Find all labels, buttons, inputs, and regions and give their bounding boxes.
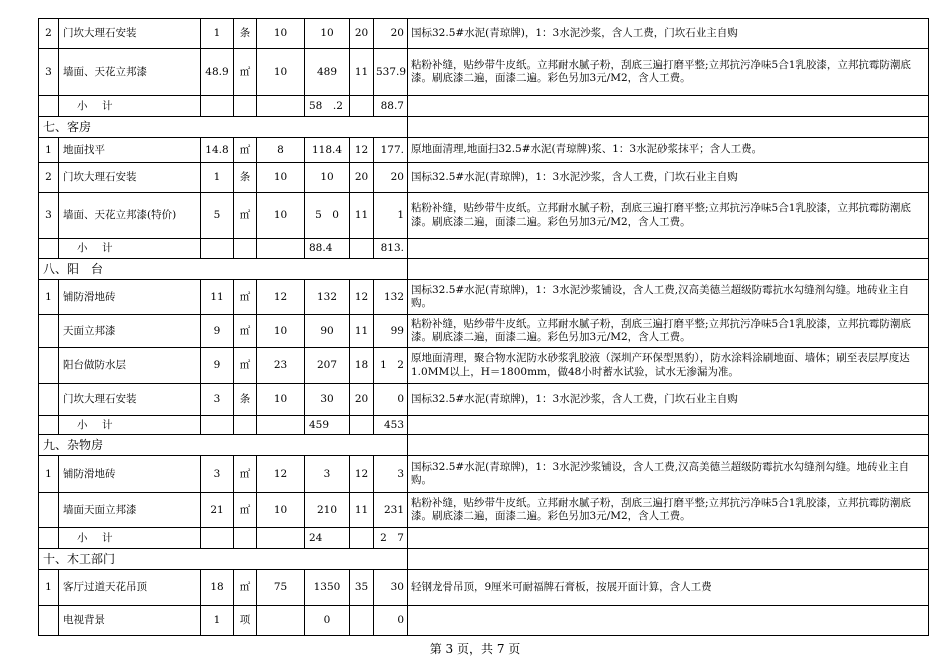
- item-description: 国标32.5#水泥(青琼牌)，1：3水泥沙浆铺设，含人工费,汉高美德兰超级防霉抗水勾缝剂勾缝。地砖业主自购。: [408, 456, 929, 493]
- item-rate: 12: [350, 456, 374, 493]
- item-amount: 90: [305, 315, 350, 348]
- item-no: [39, 606, 59, 636]
- section-row: [39, 549, 929, 570]
- item-name: 天面立邦漆: [59, 315, 201, 348]
- empty-cell: [257, 239, 305, 259]
- item-no: [39, 348, 59, 384]
- item-total: 20: [374, 163, 408, 193]
- empty-cell: [350, 239, 374, 259]
- item-name: 门坎大理石安装: [59, 384, 201, 416]
- item-qty: 1: [201, 606, 234, 636]
- item-qty: 9: [201, 348, 234, 384]
- subtotal-row: [39, 528, 929, 549]
- empty-cell: [408, 435, 929, 456]
- item-amount: 0: [305, 606, 350, 636]
- item-price: 8: [257, 138, 305, 163]
- item-unit: ㎡: [234, 49, 257, 96]
- item-no: [39, 384, 59, 416]
- item-name: 客厅过道天花吊顶: [59, 570, 201, 606]
- item-unit: ㎡: [234, 570, 257, 606]
- item-description: 国标32.5#水泥(青琼牌)，1：3水泥沙浆，含人工费，门坎石业主自购: [408, 19, 929, 49]
- item-description: 原地面清理,地面扫32.5#水泥(青琼牌)浆、1：3水泥砂浆抹平；含人工费。: [408, 138, 929, 163]
- no-cell: [39, 416, 59, 435]
- item-unit: ㎡: [234, 493, 257, 528]
- item-price: 23: [257, 348, 305, 384]
- item-no: 3: [39, 193, 59, 239]
- item-rate: 11: [350, 493, 374, 528]
- item-total: 231: [374, 493, 408, 528]
- table-row: [39, 570, 929, 606]
- item-total: 177.: [374, 138, 408, 163]
- item-price: 10: [257, 19, 305, 49]
- subtotal-total: 453: [374, 416, 408, 435]
- subtotal-row: [39, 239, 929, 259]
- item-unit: ㎡: [234, 193, 257, 239]
- item-no: 1: [39, 570, 59, 606]
- item-rate: 18: [350, 348, 374, 384]
- item-qty: 48.9: [201, 49, 234, 96]
- empty-cell: [408, 416, 929, 435]
- empty-cell: [408, 549, 929, 570]
- item-no: 2: [39, 19, 59, 49]
- section-heading: 七、客房: [39, 117, 408, 138]
- item-description: 粘粉补缝，贴纱带牛皮纸。立邦耐水腻子粉，刮底三遍打磨平整;立邦抗污净味5合1乳胶漆，立邦抗霉防潮底漆。刷底漆二遍，面漆二遍。彩色另加3元/M2，含人工费。: [408, 315, 929, 348]
- empty-cell: [408, 117, 929, 138]
- section-row: [39, 259, 929, 280]
- item-description: [408, 606, 929, 636]
- empty-cell: [350, 528, 374, 549]
- item-price: 10: [257, 493, 305, 528]
- page-footer: 第 3 页，共 7 页: [429, 642, 521, 656]
- table-row: [39, 280, 929, 315]
- empty-cell: [350, 96, 374, 117]
- item-qty: 11: [201, 280, 234, 315]
- subtotal-row: [39, 96, 929, 117]
- item-qty: 21: [201, 493, 234, 528]
- item-rate: 20: [350, 384, 374, 416]
- section-row: [39, 435, 929, 456]
- subtotal-label: 小 计: [59, 96, 201, 117]
- subtotal-total: 88.7: [374, 96, 408, 117]
- table-row: [39, 49, 929, 96]
- item-amount: 10: [305, 163, 350, 193]
- subtotal-label: 小 计: [59, 416, 201, 435]
- item-description: 原地面清理，聚合物水泥防水砂浆乳胶液（深圳产环保型黑豹），防水涂料涂刷地面、墙体；刷至表层厚度达1.0MM以上，H＝1800mm，做48小时蓄水试验，试水无渗漏为准。: [408, 348, 929, 384]
- item-unit: ㎡: [234, 138, 257, 163]
- item-total: 1 2: [374, 348, 408, 384]
- item-price: 75: [257, 570, 305, 606]
- item-qty: 3: [201, 384, 234, 416]
- item-unit: ㎡: [234, 348, 257, 384]
- item-no: 1: [39, 138, 59, 163]
- subtotal-label: 小 计: [59, 528, 201, 549]
- subtotal-row: [39, 416, 929, 435]
- no-cell: [39, 96, 59, 117]
- item-price: 10: [257, 193, 305, 239]
- empty-cell: [408, 528, 929, 549]
- item-total: 0: [374, 606, 408, 636]
- item-unit: 条: [234, 19, 257, 49]
- item-description: 国标32.5#水泥(青琼牌)，1：3水泥沙浆，含人工费，门坎石业主自购: [408, 384, 929, 416]
- item-amount: 5 0: [305, 193, 350, 239]
- item-total: 132: [374, 280, 408, 315]
- subtotal-amount: 459: [305, 416, 350, 435]
- item-description: 粘粉补缝，贴纱带牛皮纸。立邦耐水腻子粉，刮底三遍打磨平整;立邦抗污净味5合1乳胶漆，立邦抗霉防潮底漆。刷底漆二遍，面漆二遍。彩色另加3元/M2，含人工费。: [408, 493, 929, 528]
- item-price: 10: [257, 49, 305, 96]
- subtotal-amount: 24: [305, 528, 350, 549]
- subtotal-total: 813.: [374, 239, 408, 259]
- item-amount: 1350: [305, 570, 350, 606]
- no-cell: [39, 528, 59, 549]
- item-total: 20: [374, 19, 408, 49]
- empty-cell: [257, 528, 305, 549]
- item-unit: 条: [234, 384, 257, 416]
- empty-cell: [408, 239, 929, 259]
- item-qty: 3: [201, 456, 234, 493]
- item-price: 10: [257, 163, 305, 193]
- subtotal-total: 2 7: [374, 528, 408, 549]
- item-total: 0: [374, 384, 408, 416]
- empty-cell: [234, 239, 257, 259]
- empty-cell: [201, 96, 234, 117]
- item-qty: 14.8: [201, 138, 234, 163]
- quotation-table: [38, 18, 929, 636]
- item-no: 2: [39, 163, 59, 193]
- section-heading: 九、杂物房: [39, 435, 408, 456]
- empty-cell: [234, 528, 257, 549]
- item-name: 墙面、天花立邦漆: [59, 49, 201, 96]
- subtotal-amount: 88.4: [305, 239, 350, 259]
- item-name: 门坎大理石安装: [59, 163, 201, 193]
- item-description: 粘粉补缝，贴纱带牛皮纸。立邦耐水腻子粉，刮底三遍打磨平整;立邦抗污净味5合1乳胶漆，立邦抗霉防潮底漆。刷底漆二遍，面漆二遍。彩色另加3元/M2，含人工费。: [408, 193, 929, 239]
- item-description: 国标32.5#水泥(青琼牌)，1：3水泥沙浆，含人工费，门坎石业主自购: [408, 163, 929, 193]
- item-no: [39, 493, 59, 528]
- item-rate: 35: [350, 570, 374, 606]
- table-row: [39, 315, 929, 348]
- item-total: 1: [374, 193, 408, 239]
- empty-cell: [201, 528, 234, 549]
- item-qty: 18: [201, 570, 234, 606]
- item-description: 轻钢龙骨吊顶，9厘米可耐福牌石膏板，按展开面计算，含人工费: [408, 570, 929, 606]
- item-unit: 项: [234, 606, 257, 636]
- section-heading: 八、阳 台: [39, 259, 408, 280]
- item-amount: 132: [305, 280, 350, 315]
- item-qty: 9: [201, 315, 234, 348]
- item-name: 铺防滑地砖: [59, 456, 201, 493]
- item-name: 墙面、天花立邦漆(特价): [59, 193, 201, 239]
- item-description: 国标32.5#水泥(青琼牌)，1：3水泥沙浆铺设，含人工费,汉高美德兰超级防霉抗水勾缝剂勾缝。地砖业主自购。: [408, 280, 929, 315]
- item-unit: ㎡: [234, 315, 257, 348]
- section-row: [39, 117, 929, 138]
- no-cell: [39, 239, 59, 259]
- item-amount: 489: [305, 49, 350, 96]
- item-total: 30: [374, 570, 408, 606]
- item-rate: 20: [350, 163, 374, 193]
- item-price: [257, 606, 305, 636]
- item-price: 10: [257, 384, 305, 416]
- item-name: 阳台做防水层: [59, 348, 201, 384]
- table-row: [39, 493, 929, 528]
- item-name: 墙面天面立邦漆: [59, 493, 201, 528]
- item-description: 粘粉补缝，贴纱带牛皮纸。立邦耐水腻子粉，刮底三遍打磨平整;立邦抗污净味5合1乳胶漆，立邦抗霉防潮底漆。刷底漆二遍，面漆二遍。彩色另加3元/M2，含人工费。: [408, 49, 929, 96]
- item-amount: 210: [305, 493, 350, 528]
- item-name: 门坎大理石安装: [59, 19, 201, 49]
- item-rate: 11: [350, 49, 374, 96]
- item-rate: 11: [350, 193, 374, 239]
- item-price: 12: [257, 280, 305, 315]
- empty-cell: [257, 416, 305, 435]
- item-qty: 1: [201, 19, 234, 49]
- item-amount: 10: [305, 19, 350, 49]
- item-name: 铺防滑地砖: [59, 280, 201, 315]
- item-qty: 5: [201, 193, 234, 239]
- item-amount: 3: [305, 456, 350, 493]
- empty-cell: [201, 239, 234, 259]
- item-price: 10: [257, 315, 305, 348]
- item-no: 1: [39, 456, 59, 493]
- item-rate: 12: [350, 280, 374, 315]
- empty-cell: [234, 416, 257, 435]
- item-unit: ㎡: [234, 456, 257, 493]
- item-no: [39, 315, 59, 348]
- table-row: [39, 348, 929, 384]
- item-total: 3: [374, 456, 408, 493]
- table-row: [39, 193, 929, 239]
- table-row: [39, 19, 929, 49]
- item-unit: 条: [234, 163, 257, 193]
- table-row: [39, 456, 929, 493]
- item-name: 地面找平: [59, 138, 201, 163]
- item-rate: 11: [350, 315, 374, 348]
- empty-cell: [350, 416, 374, 435]
- item-rate: 12: [350, 138, 374, 163]
- table-row: [39, 384, 929, 416]
- item-unit: ㎡: [234, 280, 257, 315]
- item-amount: 207: [305, 348, 350, 384]
- item-amount: 30: [305, 384, 350, 416]
- item-rate: [350, 606, 374, 636]
- item-total: 99: [374, 315, 408, 348]
- empty-cell: [234, 96, 257, 117]
- empty-cell: [257, 96, 305, 117]
- item-rate: 20: [350, 19, 374, 49]
- item-price: 12: [257, 456, 305, 493]
- item-name: 电视背景: [59, 606, 201, 636]
- empty-cell: [408, 259, 929, 280]
- empty-cell: [408, 96, 929, 117]
- section-heading: 十、木工部门: [39, 549, 408, 570]
- table-row: [39, 163, 929, 193]
- empty-cell: [201, 416, 234, 435]
- item-total: 537.9: [374, 49, 408, 96]
- item-amount: 118.4: [305, 138, 350, 163]
- subtotal-amount: 58 .2: [305, 96, 350, 117]
- subtotal-label: 小 计: [59, 239, 201, 259]
- table-row: [39, 138, 929, 163]
- item-no: 1: [39, 280, 59, 315]
- item-qty: 1: [201, 163, 234, 193]
- item-no: 3: [39, 49, 59, 96]
- table-row: [39, 606, 929, 636]
